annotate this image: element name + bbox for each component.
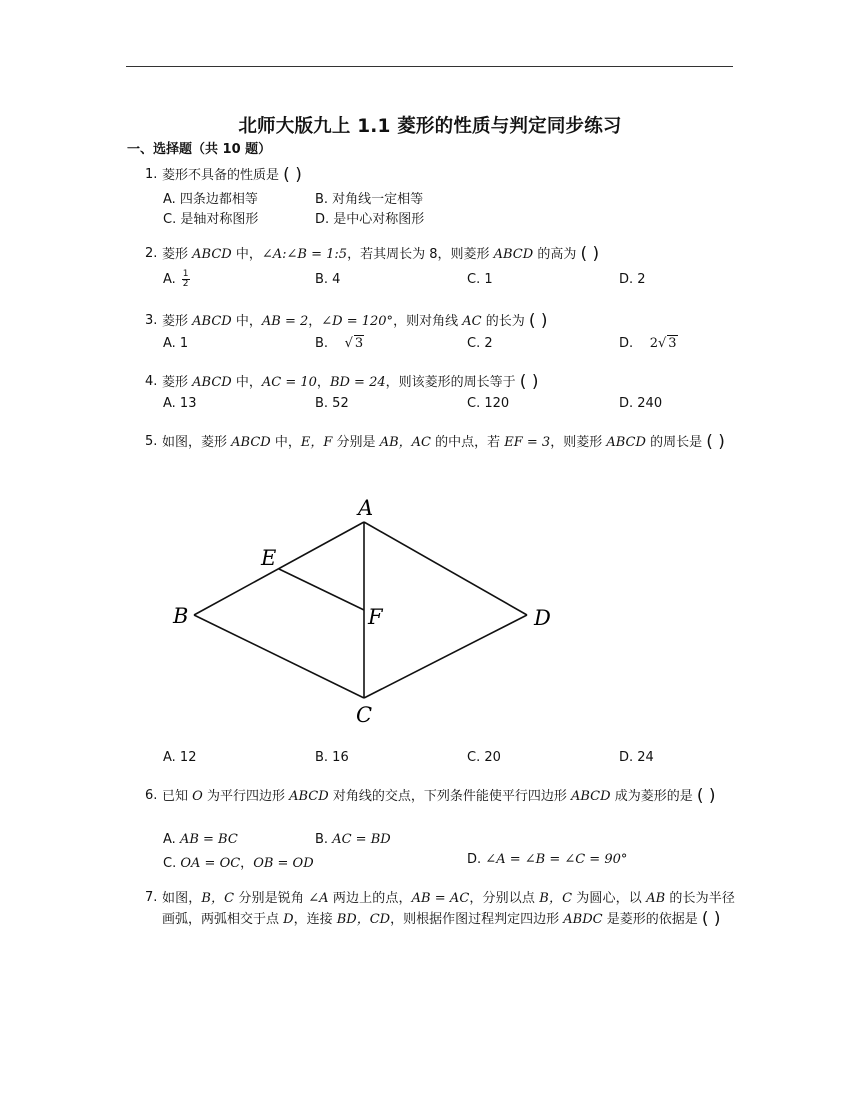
option-d: D. 240 [619,396,663,411]
question-number: 1. [145,167,158,182]
option-b: B. 16 [315,750,349,765]
option-c: C. 20 [467,750,501,765]
question-number: 3. [145,313,158,328]
option-b: B. 对角线一定相等 [315,192,424,207]
side-ab [194,522,364,615]
label-c: C [356,703,373,727]
page-title: 北师大版九上 1.1 菱形的性质与判定同步练习 [238,116,622,137]
option-b: B. 52 [315,396,349,411]
question-6 [145,786,735,830]
option-a: A. 四条边都相等 [163,192,258,207]
option-c: C. 120 [467,396,510,411]
label-e: E [261,546,277,570]
option-d: D. ∠A = ∠B = ∠C = 90° [467,852,628,867]
side-dc [364,615,527,698]
question-number: 6. [145,788,158,803]
question-text: 菱形 ABCD 中，∠A:∠B = 1:5，若其周长为 8，则菱形 ABCD 的高为 ( ) [162,244,600,264]
option-b: B. 4 [315,272,341,287]
option-d: D. 2√ 3 [619,336,677,351]
answer-paren: ( ) [696,786,716,806]
question-text: 已知 O 为平行四边形 ABCD 对角线的交点，下列条件能使平行四边形 ABCD 成为菱形的是 ( ) [162,786,716,806]
label-b: B [173,604,189,628]
question-text: 菱形 ABCD 中，AC = 10，BD = 24，则该菱形的周长等于 ( ) [162,372,539,392]
answer-paren: ( ) [580,244,600,264]
side-ad [364,522,527,615]
option-a: A. AB = BC [163,832,238,847]
option-c: C. 2 [467,336,493,351]
question-text: 菱形不具备的性质是 ( ) [162,165,302,185]
question-number: 4. [145,374,158,389]
option-b: B. √ 3 [315,336,364,351]
question-number: 7. [145,890,158,905]
question-text: 如图，B，C 分别是锐角 ∠A 两边上的点，AB = AC，分别以点 B，C 为圆心，以 AB 的长为半径画弧，两弧相交于点 D，连接 BD，CD，则根据作图过程判定四边形 ABDC 是菱形的依据是 ( ) [162,891,735,929]
option-a: A. 12 [163,750,197,765]
option-c: C. 是轴对称图形 [163,212,259,227]
option-d: D. 24 [619,750,654,765]
fraction: $\frac{1}{2}$ [182,269,189,289]
option-d: D. 是中心对称图形 [315,212,425,227]
option-a: A. 13 [163,396,197,411]
label-d: D [534,606,551,630]
option-c: C. 1 [467,272,493,287]
option-a: A. 1 [163,336,189,351]
rhombus-figure [160,490,580,730]
section-heading: 一、选择题（共 10 题） [127,142,272,157]
label-a: A [358,496,374,520]
header-rule [126,66,733,67]
question-number: 2. [145,246,158,261]
answer-paren: ( ) [283,165,302,185]
question-7 [145,888,735,954]
segment-ef [279,569,364,610]
option-b: B. AC = BD [315,832,391,847]
label-f: F [368,605,383,629]
question-text: 如图，菱形 ABCD 中，E，F 分别是 AB，AC 的中点，若 EF = 3，则菱形 ABCD 的周长是 ( ) [162,432,725,452]
question-text: 菱形 ABCD 中，AB = 2，∠D = 120°，则对角线 AC 的长为 ( ) [162,311,548,331]
question-5 [145,432,735,476]
question-number: 5. [145,434,158,449]
answer-paren: ( ) [528,311,548,331]
answer-paren: ( ) [706,432,725,452]
answer-paren: ( ) [519,372,539,392]
option-a: A. $\frac{1}{2}$ [163,269,189,289]
option-c: C. OA = OC，OB = OD [163,856,314,871]
option-d: D. 2 [619,272,646,287]
side-cb [194,615,364,698]
answer-paren: ( ) [701,909,721,929]
